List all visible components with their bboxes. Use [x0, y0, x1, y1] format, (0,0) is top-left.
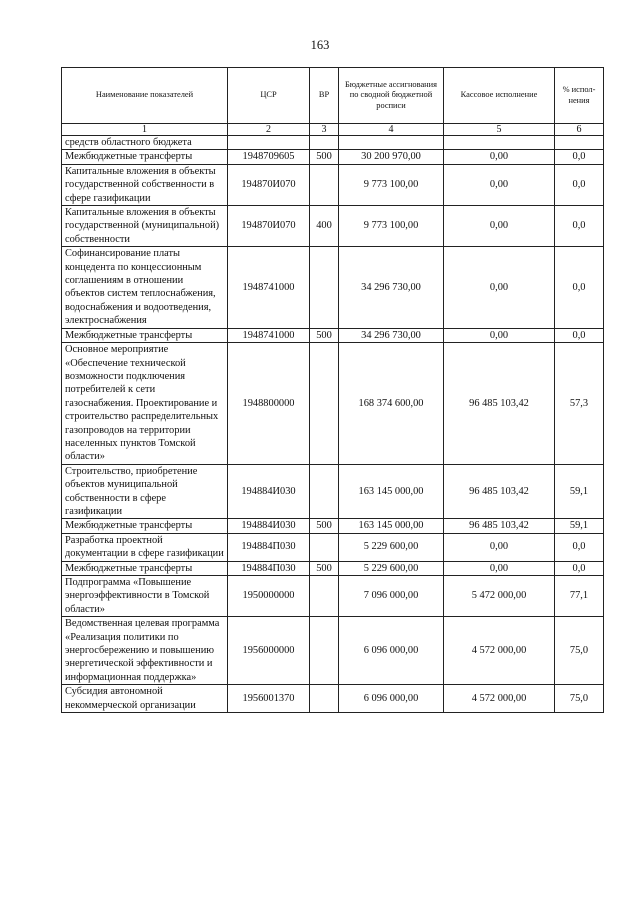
- execution-percent-cell: 0,0: [555, 247, 604, 328]
- csr-cell: 194884П030: [228, 533, 310, 561]
- indicator-name-cell: Межбюджетные трансферты: [62, 519, 228, 533]
- indicator-name-cell: средств областного бюджета: [62, 136, 228, 150]
- execution-percent-cell: 0,0: [555, 328, 604, 342]
- allocation-cell: [339, 136, 444, 150]
- table-row: [62, 343, 604, 465]
- table-row: [62, 519, 604, 533]
- indicator-name-cell: Строительство, приобретение объектов муниципальной собственности в сфере газификации: [62, 464, 228, 519]
- column-number: 3: [310, 124, 339, 136]
- table-row: [62, 685, 604, 713]
- execution-percent-cell: 0,0: [555, 150, 604, 164]
- column-numbers-row: [62, 124, 604, 136]
- header-cash-execution: Кассовое исполнение: [444, 68, 555, 124]
- header-indicator-name: Наименование показателей: [62, 68, 228, 124]
- vr-cell: [310, 136, 339, 150]
- header-execution-percent: % испол-нения: [555, 68, 604, 124]
- vr-cell: [310, 576, 339, 617]
- csr-cell: 1956000000: [228, 617, 310, 685]
- table-row: [62, 247, 604, 328]
- execution-percent-cell: [555, 136, 604, 150]
- vr-cell: [310, 464, 339, 519]
- vr-cell: [310, 164, 339, 205]
- table-row: [62, 136, 604, 150]
- column-number: 4: [339, 124, 444, 136]
- indicator-name-cell: Межбюджетные трансферты: [62, 150, 228, 164]
- execution-percent-cell: 0,0: [555, 206, 604, 247]
- csr-cell: 1948800000: [228, 343, 310, 465]
- csr-cell: 194884И030: [228, 519, 310, 533]
- table-row: [62, 533, 604, 561]
- column-number: 1: [62, 124, 228, 136]
- allocation-cell: 168 374 600,00: [339, 343, 444, 465]
- cash-execution-cell: 4 572 000,00: [444, 617, 555, 685]
- vr-cell: [310, 247, 339, 328]
- csr-cell: 194870И070: [228, 164, 310, 205]
- csr-cell: 1948709605: [228, 150, 310, 164]
- column-number: 5: [444, 124, 555, 136]
- allocation-cell: 5 229 600,00: [339, 533, 444, 561]
- allocation-cell: 163 145 000,00: [339, 464, 444, 519]
- cash-execution-cell: 0,00: [444, 150, 555, 164]
- indicator-name-cell: Ведомственная целевая программа «Реализация политики по энергосбережению и повышению энергетической эффективности и информационная поддержка»: [62, 617, 228, 685]
- execution-percent-cell: 57,3: [555, 343, 604, 465]
- csr-cell: 1948741000: [228, 328, 310, 342]
- indicator-name-cell: Капитальные вложения в объекты государственной (муниципальной) собственности: [62, 206, 228, 247]
- table-row: [62, 150, 604, 164]
- vr-cell: 500: [310, 519, 339, 533]
- header-vr: ВР: [310, 68, 339, 124]
- allocation-cell: 6 096 000,00: [339, 617, 444, 685]
- cash-execution-cell: 0,00: [444, 247, 555, 328]
- vr-cell: [310, 685, 339, 713]
- table-row: [62, 561, 604, 575]
- allocation-cell: 30 200 970,00: [339, 150, 444, 164]
- cash-execution-cell: 0,00: [444, 164, 555, 205]
- cash-execution-cell: [444, 136, 555, 150]
- execution-percent-cell: 59,1: [555, 519, 604, 533]
- cash-execution-cell: 4 572 000,00: [444, 685, 555, 713]
- indicator-name-cell: Капитальные вложения в объекты государственной собственности в сфере газификации: [62, 164, 228, 205]
- indicator-name-cell: Подпрограмма «Повышение энергоэффективности в Томской области»: [62, 576, 228, 617]
- table-row: [62, 464, 604, 519]
- table-row: [62, 206, 604, 247]
- table-row: [62, 617, 604, 685]
- cash-execution-cell: 5 472 000,00: [444, 576, 555, 617]
- execution-percent-cell: 77,1: [555, 576, 604, 617]
- cash-execution-cell: 96 485 103,42: [444, 464, 555, 519]
- allocation-cell: 6 096 000,00: [339, 685, 444, 713]
- table-row: [62, 576, 604, 617]
- csr-cell: 194884П030: [228, 561, 310, 575]
- csr-cell: 1956001370: [228, 685, 310, 713]
- indicator-name-cell: Разработка проектной документации в сфере газификации: [62, 533, 228, 561]
- execution-percent-cell: 59,1: [555, 464, 604, 519]
- indicator-name-cell: Межбюджетные трансферты: [62, 328, 228, 342]
- indicator-name-cell: Основное мероприятие «Обеспечение технической возможности подключения потребителей к сети газоснабжения. Проектирование и строительство распределительных газопроводов на территории населенных пунктов Томской области»: [62, 343, 228, 465]
- cash-execution-cell: 96 485 103,42: [444, 343, 555, 465]
- cash-execution-cell: 96 485 103,42: [444, 519, 555, 533]
- execution-percent-cell: 75,0: [555, 685, 604, 713]
- column-number: 6: [555, 124, 604, 136]
- indicator-name-cell: Софинансирование платы концедента по концессионным соглашениям в отношении объектов систем теплоснабжения, водоснабжения и водоотведения, электроснабжения: [62, 247, 228, 328]
- header-csr: ЦСР: [228, 68, 310, 124]
- vr-cell: 400: [310, 206, 339, 247]
- allocation-cell: 34 296 730,00: [339, 328, 444, 342]
- csr-cell: 194870И070: [228, 206, 310, 247]
- vr-cell: [310, 617, 339, 685]
- execution-percent-cell: 0,0: [555, 533, 604, 561]
- column-number: 2: [228, 124, 310, 136]
- csr-cell: 1948741000: [228, 247, 310, 328]
- allocation-cell: 7 096 000,00: [339, 576, 444, 617]
- page-number: 163: [310, 38, 330, 52]
- table-row: [62, 164, 604, 205]
- execution-percent-cell: 0,0: [555, 164, 604, 205]
- table-header-row: [62, 68, 604, 124]
- allocation-cell: 9 773 100,00: [339, 206, 444, 247]
- budget-execution-table: [61, 67, 604, 713]
- execution-percent-cell: 75,0: [555, 617, 604, 685]
- table-body: [62, 136, 604, 713]
- execution-percent-cell: 0,0: [555, 561, 604, 575]
- vr-cell: 500: [310, 328, 339, 342]
- csr-cell: [228, 136, 310, 150]
- allocation-cell: 163 145 000,00: [339, 519, 444, 533]
- indicator-name-cell: Межбюджетные трансферты: [62, 561, 228, 575]
- csr-cell: 1950000000: [228, 576, 310, 617]
- allocation-cell: 34 296 730,00: [339, 247, 444, 328]
- allocation-cell: 5 229 600,00: [339, 561, 444, 575]
- table-row: [62, 328, 604, 342]
- indicator-name-cell: Субсидия автономной некоммерческой организации: [62, 685, 228, 713]
- cash-execution-cell: 0,00: [444, 328, 555, 342]
- vr-cell: 500: [310, 561, 339, 575]
- vr-cell: [310, 533, 339, 561]
- cash-execution-cell: 0,00: [444, 206, 555, 247]
- cash-execution-cell: 0,00: [444, 561, 555, 575]
- header-allocations: Бюджетные ассигнования по сводной бюджетной росписи: [339, 68, 444, 124]
- cash-execution-cell: 0,00: [444, 533, 555, 561]
- vr-cell: 500: [310, 150, 339, 164]
- csr-cell: 194884И030: [228, 464, 310, 519]
- vr-cell: [310, 343, 339, 465]
- allocation-cell: 9 773 100,00: [339, 164, 444, 205]
